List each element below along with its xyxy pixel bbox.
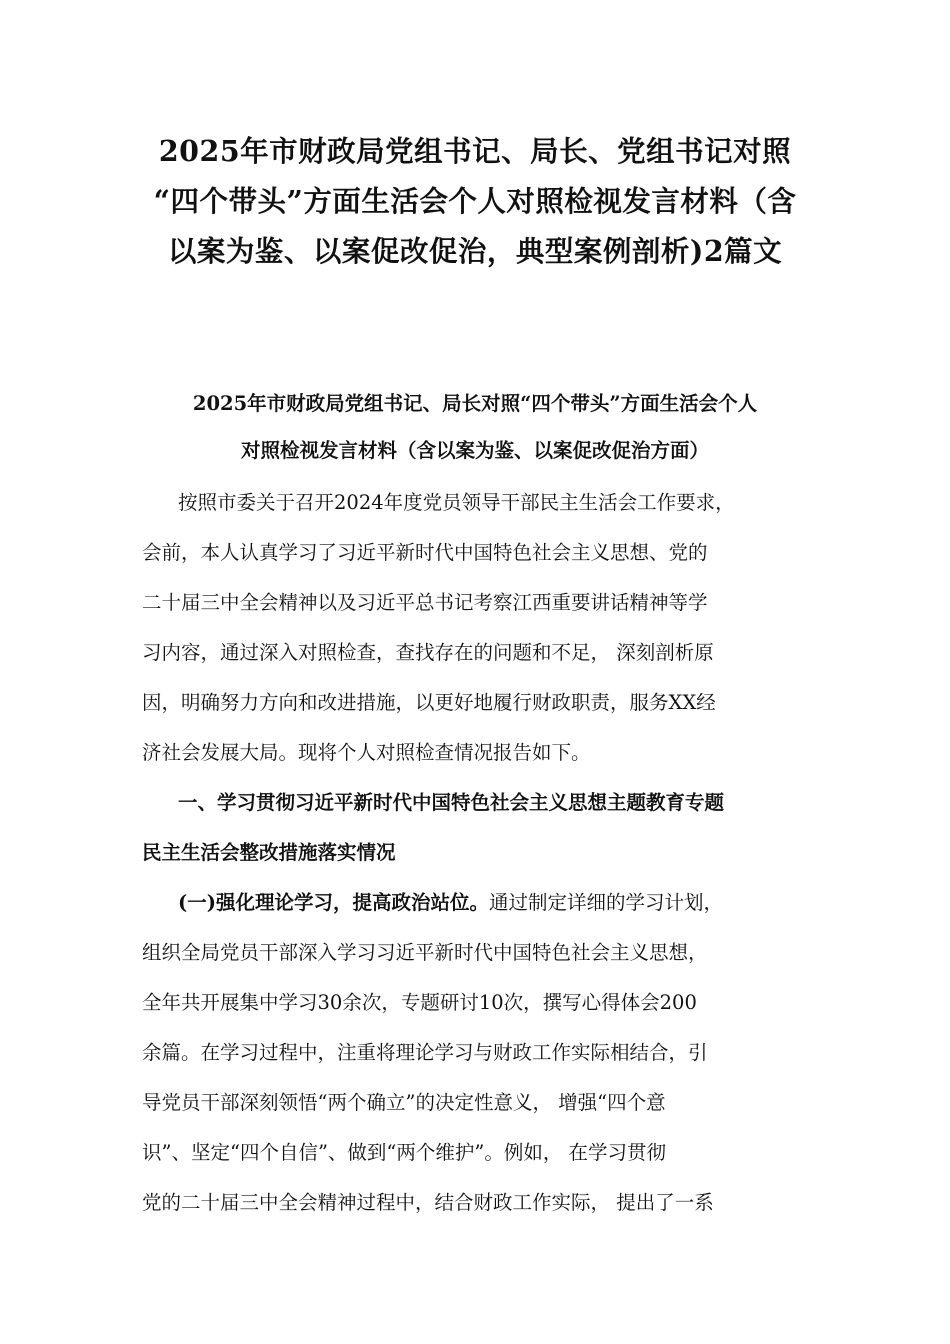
document-body bbox=[142, 478, 812, 1228]
intro-line-2: 会前，本人认真学习了习近平新时代中国特色社会主义思想、党的 bbox=[142, 541, 708, 564]
section-title-line-1: 2025年市财政局党组书记、局长对照“四个带头”方面生活会个人 bbox=[192, 392, 758, 415]
section-title bbox=[100, 380, 850, 474]
intro-line-1: 按照市委关于召开2024年度党员领导干部民主生活会工作要求， bbox=[178, 491, 735, 514]
subheading-label: (一)强化理论学习，提高政治站位。 bbox=[178, 891, 489, 914]
para-line-1: 组织全局党员干部深入学习习近平新时代中国特色社会主义思想， bbox=[142, 941, 708, 964]
intro-line-3: 二十届三中全会精神以及习近平总书记考察江西重要讲话精神等学 bbox=[142, 591, 708, 614]
section-title-line-2: 对照检视发言材料（含以案为鉴、以案促改促治方面） bbox=[240, 439, 709, 462]
heading-one-line-1: 一、学习贯彻习近平新时代中国特色社会主义思想主题教育专题 bbox=[178, 791, 725, 814]
heading-one-line-2: 民主生活会整改措施落实情况 bbox=[142, 841, 396, 864]
title-line-3: 以案为鉴、以案促改促治，典型案例剖析)2篇文 bbox=[167, 234, 783, 268]
subheading-rest: 通过制定详细的学习计划， bbox=[488, 891, 723, 914]
intro-line-6: 济社会发展大局。现将个人对照检查情况报告如下。 bbox=[142, 741, 591, 764]
para-line-6: 党的二十届三中全会精神过程中，结合财政工作实际， 提出了一系 bbox=[142, 1191, 714, 1214]
subheading-line bbox=[142, 878, 812, 928]
para-line-5: 识”、坚定“四个自信”、做到“两个维护”。例如， 在学习贯彻 bbox=[142, 1141, 667, 1164]
para-line-4: 导党员干部深刻领悟“两个确立”的决定性意义， 增强“四个意 bbox=[142, 1091, 666, 1114]
intro-line-5: 因，明确努力方向和改进措施，以更好地履行财政职责，服务XX经 bbox=[142, 691, 716, 714]
para-line-3: 余篇。在学习过程中，注重将理论学习与财政工作实际相结合，引 bbox=[142, 1041, 708, 1064]
title-line-2: “四个带头”方面生活会个人对照检视发言材料（含 bbox=[153, 184, 797, 218]
title-line-1: 2025年市财政局党组书记、局长、党组书记对照 bbox=[158, 134, 792, 168]
para-line-2: 全年共开展集中学习30余次，专题研讨10次，撰写心得体会200 bbox=[142, 991, 697, 1014]
intro-line-4: 习内容，通过深入对照检查，查找存在的问题和不足， 深刻剖析原 bbox=[142, 641, 714, 664]
document-title bbox=[120, 126, 830, 276]
